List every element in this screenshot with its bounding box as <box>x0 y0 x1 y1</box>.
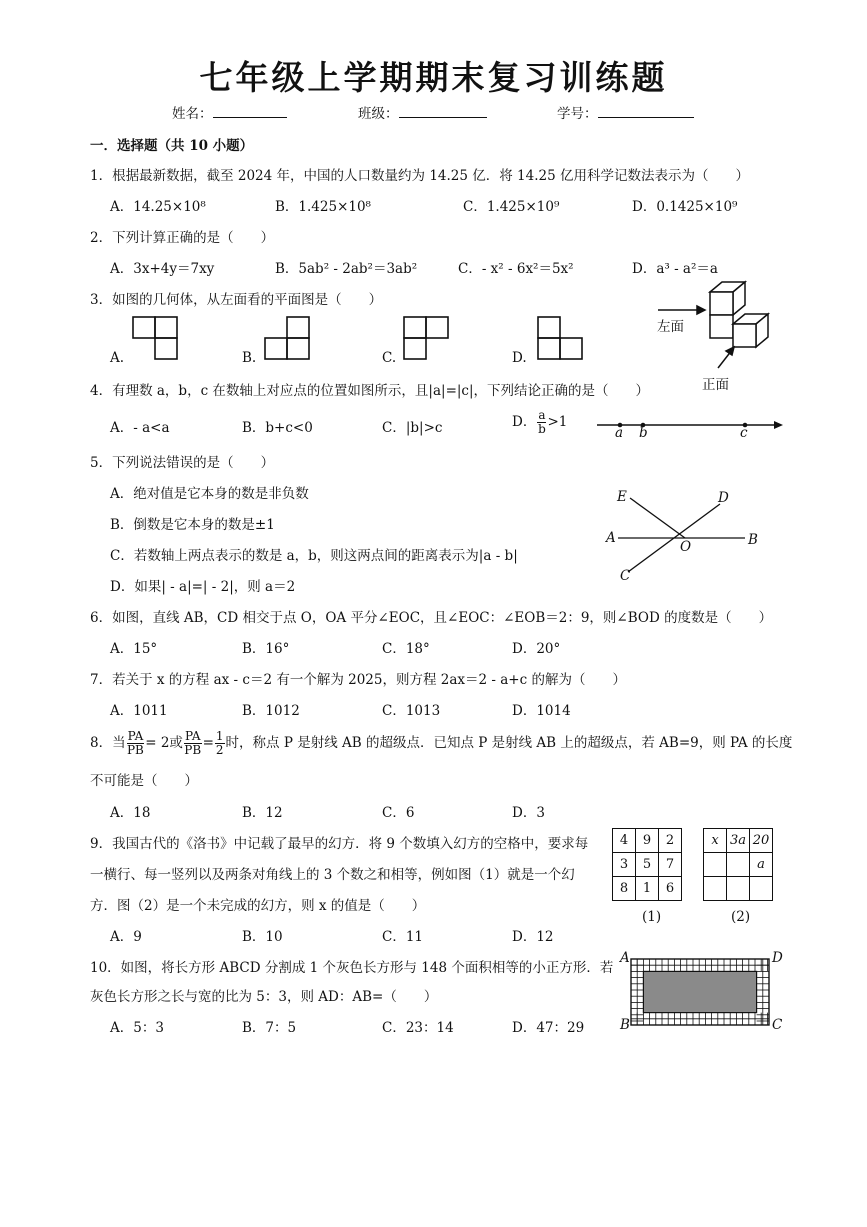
q9-option-a[interactable]: A．9 <box>110 929 142 945</box>
question-9-line3: 方．图（2）是一个未完成的幻方，则 x 的值是（ ） <box>90 898 426 914</box>
q8-fraction-2 <box>184 730 202 757</box>
q4-option-b[interactable]: B．b+c<0 <box>242 420 313 436</box>
grid-cell: 6 <box>659 877 682 901</box>
grid-cell: 4 <box>613 829 636 853</box>
grid-cell: 7 <box>659 853 682 877</box>
gray-rectangle <box>643 971 756 1012</box>
q9-option-b[interactable]: B．10 <box>242 929 283 945</box>
rect-label-c: C <box>772 1017 783 1033</box>
q8-option-c[interactable]: C．6 <box>382 805 415 821</box>
grid-cell <box>704 853 727 877</box>
question-2-stem: 2．下列计算正确的是（ ） <box>90 230 275 246</box>
angle-label-a: A <box>606 530 616 546</box>
q7-option-a[interactable]: A．1011 <box>110 703 168 719</box>
grid-cell: 3 <box>613 853 636 877</box>
fraction-numerator: PA <box>127 729 144 743</box>
question-8-stem <box>90 730 792 757</box>
angle-label-e: E <box>617 489 627 505</box>
magic-square-1-caption: (1) <box>642 909 662 925</box>
question-4-stem: 4．有理数 a，b，c 在数轴上对应点的位置如图所示，且|a|=|c|，下列结论正确的是（ ） <box>90 383 650 399</box>
q3-front-view-label: 正面 <box>702 377 729 393</box>
fraction-numerator: PA <box>184 729 201 743</box>
q3-option-b[interactable]: B. <box>242 350 257 366</box>
q5-option-b[interactable]: B．倒数是它本身的数是±1 <box>110 517 275 533</box>
q7-option-b[interactable]: B．1012 <box>242 703 300 719</box>
q9-option-c[interactable]: C．11 <box>382 929 424 945</box>
q5-option-a[interactable]: A．绝对值是它本身的数是非负数 <box>110 486 309 502</box>
q6-option-d[interactable]: D．20° <box>512 641 561 657</box>
grid-cell: 20 <box>750 829 773 853</box>
question-7-stem: 7．若关于 x 的方程 ax - c＝2 有一个解为 2025，则方程 2ax＝2 - a+c 的解为（ ） <box>90 672 626 688</box>
fraction-denominator: PB <box>126 743 144 757</box>
rect-label-b: B <box>620 1017 630 1033</box>
q2-option-d[interactable]: D．a³ - a²＝a <box>632 261 718 277</box>
question-6-stem: 6．如图，直线 AB，CD 相交于点 O，OA 平分∠EOC，且∠EOC：∠EOB＝2：9，则∠BOD 的度数是（ ） <box>90 610 773 626</box>
number-line-label-c: c <box>740 425 748 441</box>
question-10-line2: 灰色长方形之长与宽的比为 5：3，则 AD：AB=（ ） <box>90 989 438 1005</box>
table-row <box>704 853 773 877</box>
grid-cell <box>750 877 773 901</box>
q4-option-c[interactable]: C．|b|>c <box>382 420 443 436</box>
q1-option-b[interactable]: B．1.425×10⁸ <box>275 199 371 215</box>
section-heading: 一．选择题（共 10 小题） <box>90 138 254 154</box>
q2-option-a[interactable]: A．3x+4y＝7xy <box>110 261 215 277</box>
rect-label-a: A <box>620 950 630 966</box>
class-label: 班级： <box>358 106 399 122</box>
magic-square-2-caption: (2) <box>731 909 751 925</box>
grid-cell: 9 <box>636 829 659 853</box>
q8-option-a[interactable]: A．18 <box>110 805 151 821</box>
q6-option-a[interactable]: A．15° <box>110 641 158 657</box>
page-title: 七年级上学期期末复习训练题 <box>199 58 668 97</box>
angle-label-d: D <box>718 490 729 506</box>
magic-square-2 <box>703 828 773 901</box>
question-3-stem: 3．如图的几何体，从左面看的平面图是（ ） <box>90 292 383 308</box>
table-row <box>704 877 773 901</box>
question-1-stem: 1．根据最新数据，截至 2024 年，中国的人口数量约为 14.25 亿．将 14.25 亿用科学记数法表示为（ ） <box>90 168 749 184</box>
grid-cell <box>727 853 750 877</box>
q10-option-d[interactable]: D．47：29 <box>512 1020 585 1036</box>
q1-option-c[interactable]: C．1.425×10⁹ <box>463 199 560 215</box>
q4-option-d-fraction <box>537 409 546 436</box>
q10-rectangle-figure <box>630 958 770 1028</box>
q6-option-c[interactable]: C．18° <box>382 641 430 657</box>
q8-fraction-1 <box>127 730 145 757</box>
q3-option-a[interactable]: A. <box>110 350 125 366</box>
q8-option-d[interactable]: D．3 <box>512 805 545 821</box>
q10-option-a[interactable]: A．5：3 <box>110 1020 164 1036</box>
grid-cell <box>704 877 727 901</box>
q8-prefix: 8．当 <box>90 735 126 751</box>
q6-option-b[interactable]: B．16° <box>242 641 290 657</box>
q3-left-view-label: 左面 <box>657 319 684 335</box>
angle-label-b: B <box>748 532 758 548</box>
q7-option-d[interactable]: D．1014 <box>512 703 571 719</box>
q3-option-c[interactable]: C. <box>382 350 397 366</box>
q4-option-d-suffix: >1 <box>547 414 568 430</box>
fraction-denominator: b <box>538 422 546 436</box>
question-8-line2: 不可能是（ ） <box>90 773 198 789</box>
table-row <box>613 877 682 901</box>
grid-cell: 5 <box>636 853 659 877</box>
grid-cell: 1 <box>636 877 659 901</box>
question-5-stem: 5．下列说法错误的是（ ） <box>90 455 275 471</box>
fraction-denominator: PB <box>184 743 202 757</box>
grid-cell: 2 <box>659 829 682 853</box>
q10-option-b[interactable]: B．7：5 <box>242 1020 297 1036</box>
rect-label-d: D <box>772 950 783 966</box>
question-9-line2: 一横行、每一竖列以及两条对角线上的 3 个数之和相等，例如图（1）就是一个幻 <box>90 867 575 883</box>
table-row <box>613 829 682 853</box>
table-row <box>613 853 682 877</box>
number-line-label-a: a <box>615 425 624 441</box>
q2-option-b[interactable]: B．5ab² - 2ab²＝3ab² <box>275 261 418 277</box>
q10-option-c[interactable]: C．23：14 <box>382 1020 454 1036</box>
grid-cell: 8 <box>613 877 636 901</box>
q8-option-b[interactable]: B．12 <box>242 805 283 821</box>
q2-option-c[interactable]: C．- x² - 6x²＝5x² <box>458 261 574 277</box>
q5-option-c[interactable]: C．若数轴上两点表示的数是 a，b，则这两点间的距离表示为|a - b| <box>110 548 518 564</box>
magic-square-1 <box>612 828 682 901</box>
q5-option-d[interactable]: D．如果| - a|=| - 2|，则 a＝2 <box>110 579 296 595</box>
fraction-numerator: a <box>538 408 546 422</box>
q4-number-line <box>595 416 785 444</box>
q8-mid: = 2或 <box>145 735 183 751</box>
q4-option-d-prefix: D． <box>512 414 537 430</box>
question-10-line1: 10．如图，将长方形 ABCD 分割成 1 个灰色长方形与 148 个面积相等的小正方形．若 <box>90 960 614 976</box>
q3-option-d[interactable]: D. <box>512 350 527 366</box>
q4-option-d[interactable] <box>512 409 567 436</box>
fraction-denominator: 2 <box>215 743 224 757</box>
grid-cell: a <box>750 853 773 877</box>
q8-suffix: 时，称点 P 是射线 AB 的超级点．已知点 P 是射线 AB 上的超级点，若 AB=9，则 PA 的长度 <box>225 735 793 751</box>
table-row <box>704 829 773 853</box>
grid-cell: 3a <box>727 829 750 853</box>
number-line-label-b: b <box>639 425 648 441</box>
q4-option-a[interactable]: A．- a<a <box>110 420 170 436</box>
grid-cell <box>727 877 750 901</box>
q8-fraction-3 <box>215 730 225 757</box>
q7-option-c[interactable]: C．1013 <box>382 703 441 719</box>
angle-label-o: O <box>680 539 692 555</box>
q9-option-d[interactable]: D．12 <box>512 929 554 945</box>
grid-cell: x <box>704 829 727 853</box>
question-9-line1: 9．我国古代的《洛书》中记载了最早的幻方．将 9 个数填入幻方的空格中，要求每 <box>90 836 589 852</box>
q8-eq: = <box>202 735 214 751</box>
fraction-numerator: 1 <box>215 729 224 743</box>
q1-option-a[interactable]: A．14.25×10⁸ <box>110 199 206 215</box>
angle-label-c: C <box>620 568 631 584</box>
id-label: 学号： <box>557 106 598 122</box>
name-label: 姓名： <box>172 106 213 122</box>
q1-option-d[interactable]: D．0.1425×10⁹ <box>632 199 738 215</box>
